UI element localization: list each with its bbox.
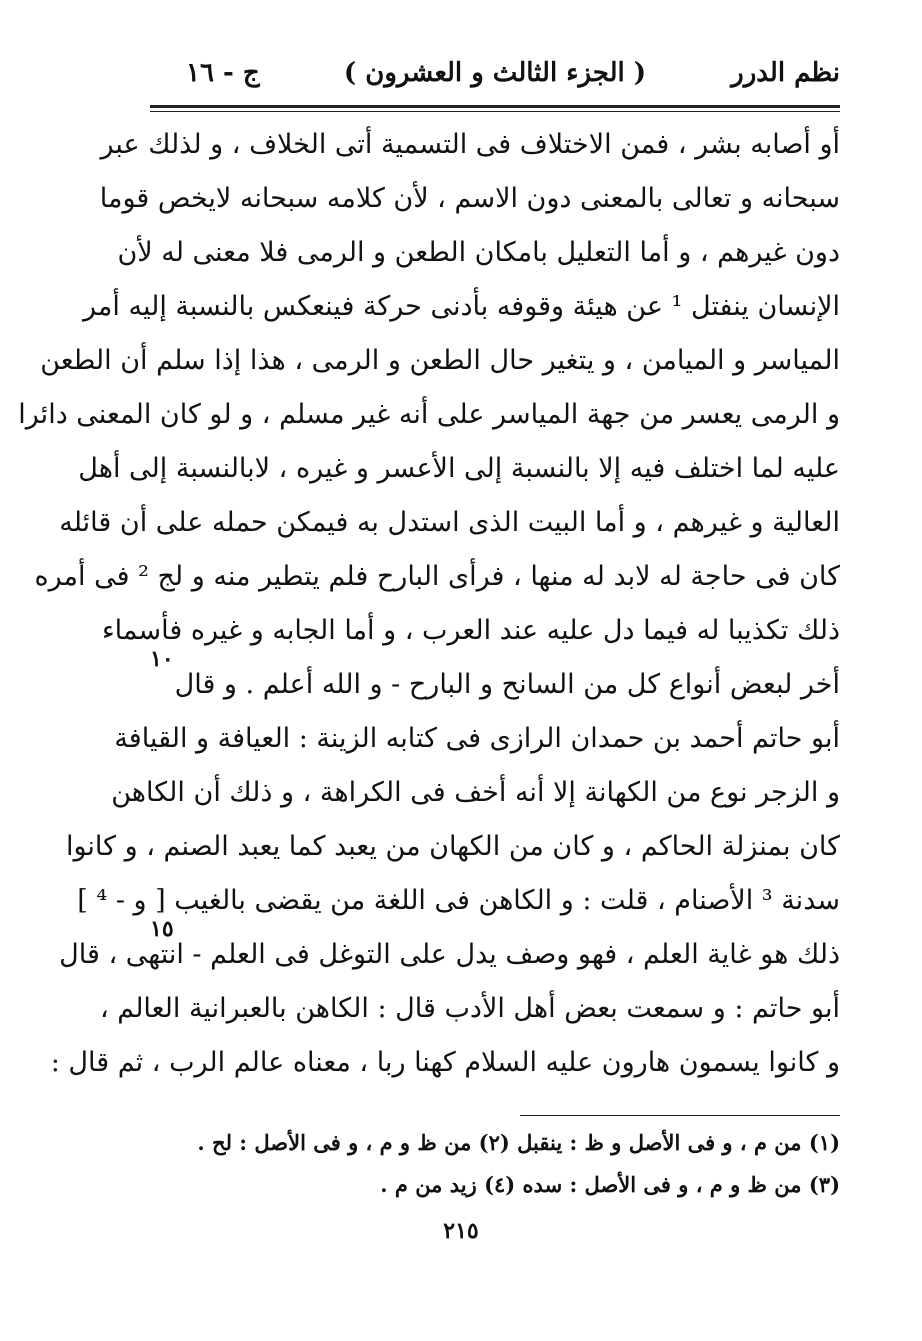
- text-line: و كانوا يسمون هارون عليه السلام كهنا ربا ، معناه عالم الرب ، ثم قال :: [50, 1047, 840, 1078]
- text-line: ذلك هو غاية العلم ، فهو وصف يدل على التوغل فى العلم - انتهى ، قال: [59, 939, 840, 970]
- text-line: العالية و غيرهم ، و أما البيت الذى استدل به فيمكن حمله على أن قائله: [59, 507, 840, 538]
- text-line: أو أصابه بشر ، فمن الاختلاف فى التسمية أتى الخلاف ، و لذلك عبر: [100, 129, 840, 160]
- text-line: سدنة ³ الأصنام ، قلت : و الكاهن فى اللغة من يقضى بالغيب [ و - ⁴ ]: [77, 885, 840, 916]
- volume-label: ج - ١٦: [186, 58, 260, 88]
- header-rule-thin: [150, 111, 840, 112]
- text-line: أبو حاتم أحمد بن حمدان الرازى فى كتابه الزينة : العيافة و القيافة: [114, 723, 840, 754]
- part-title: ( الجزء الثالث و العشرون ): [343, 58, 647, 88]
- line-number-10: ١٠: [150, 646, 174, 672]
- text-line: الإنسان ينفتل ¹ عن هيئة وقوفه بأدنى حركة فينعكس بالنسبة إليه أمر: [83, 291, 840, 322]
- text-line: عليه لما اختلف فيه إلا بالنسبة إلى الأعسر و غيره ، لابالنسبة إلى أهل: [78, 453, 840, 484]
- text-line: المياسر و الميامن ، و يتغير حال الطعن و الرمى ، هذا إذا سلم أن الطعن: [40, 345, 840, 376]
- text-line: ذلك تكذيبا له فيما دل عليه عند العرب ، و أما الجابه و غيره فأسماء: [101, 615, 840, 646]
- book-title: نظم الدرر: [731, 58, 840, 88]
- text-line: أخر لبعض أنواع كل من السانح و البارح - و الله أعلم . و قال: [174, 669, 840, 700]
- footnote-line: (١) من م ، و فى الأصل و ظ : ينقبل (٢) من ظ و م ، و فى الأصل : لح .: [197, 1130, 840, 1155]
- text-line: كان بمنزلة الحاكم ، و كان من الكهان من يعبد كما يعبد الصنم ، و كانوا: [65, 831, 840, 862]
- footnotes: [197, 1122, 840, 1206]
- footnote-rule: [520, 1115, 840, 1116]
- text-line: و الزجر نوع من الكهانة إلا أنه أخف فى الكراهة ، و ذلك أن الكاهن: [111, 777, 840, 808]
- page-header: [150, 50, 840, 96]
- text-line: كان فى حاجة له لابد له منها ، فرأى البارح فلم يتطير منه و لج ² فى أمره: [34, 561, 840, 592]
- page-number: ٢١٥: [443, 1218, 479, 1244]
- header-rule: [150, 105, 840, 108]
- footnote-line: (٣) من ظ و م ، و فى الأصل : سده (٤) زيد من م .: [380, 1172, 840, 1197]
- text-line: دون غيرهم ، و أما التعليل بامكان الطعن و الرمى فلا معنى له لأن: [117, 237, 840, 268]
- line-number-15: ١٥: [150, 916, 174, 942]
- text-line: أبو حاتم : و سمعت بعض أهل الأدب قال : الكاهن بالعبرانية العالم ،: [99, 993, 840, 1024]
- text-line: و الرمى يعسر من جهة المياسر على أنه غير مسلم ، و لو كان المعنى دائرا: [18, 399, 840, 430]
- text-line: سبحانه و تعالى بالمعنى دون الاسم ، لأن كلامه سبحانه لايخص قوما: [99, 183, 840, 214]
